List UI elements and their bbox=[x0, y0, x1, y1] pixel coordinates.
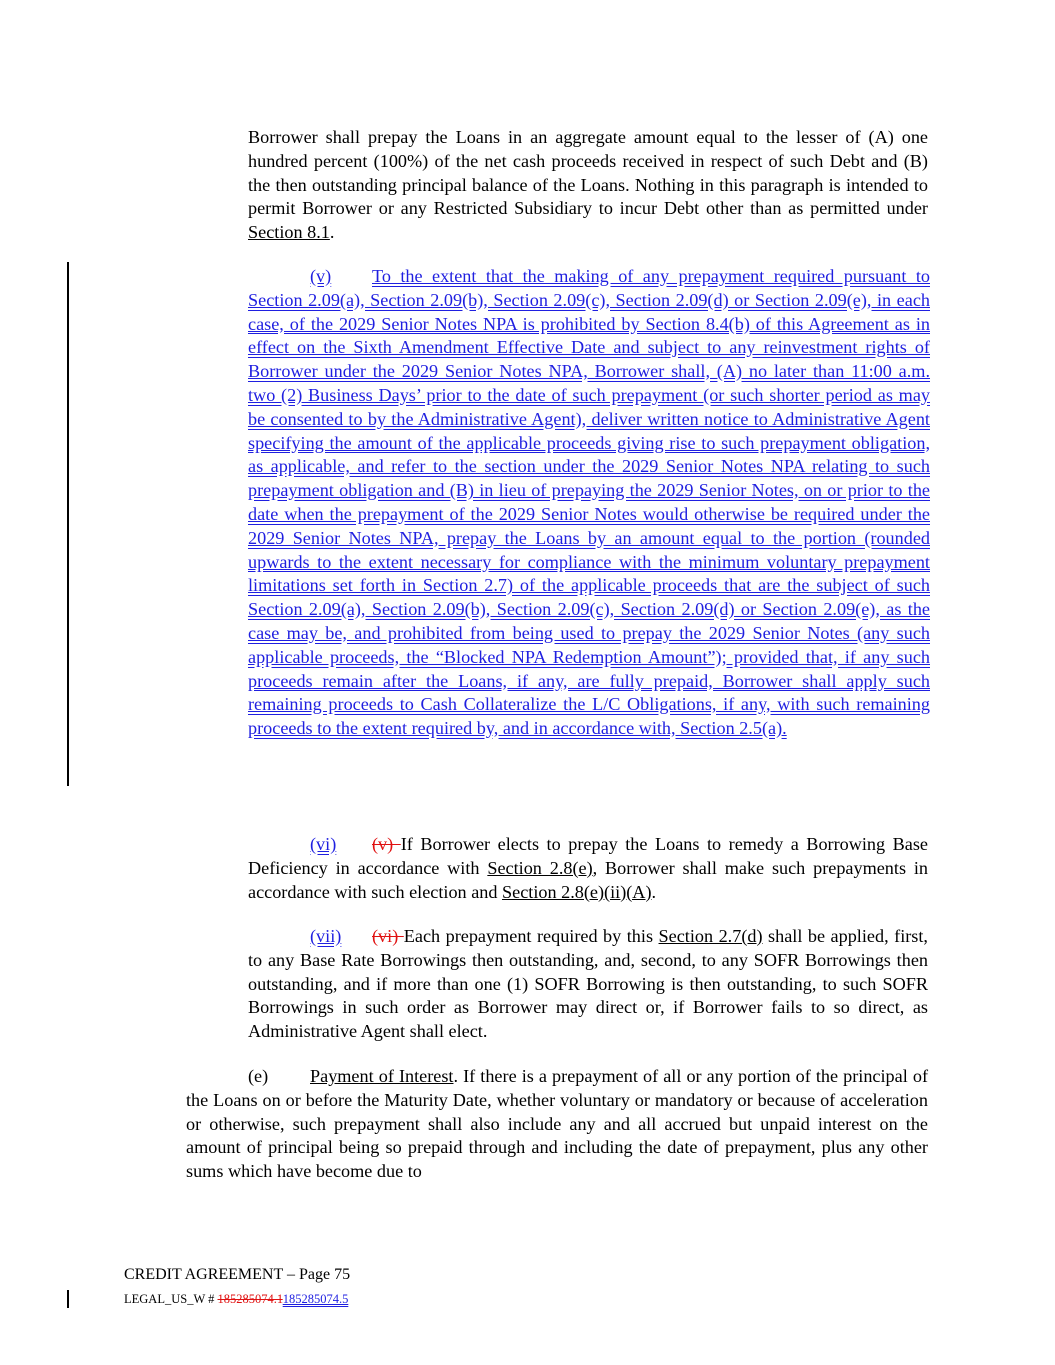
section-reference: Section 2.8(e)(ii)(A) bbox=[502, 881, 652, 902]
deleted-number: (v) bbox=[372, 834, 401, 854]
paragraph-number: (e) bbox=[248, 1066, 269, 1086]
paragraph-v-inserted bbox=[248, 265, 930, 741]
paragraph-continuation bbox=[248, 126, 928, 245]
change-bar bbox=[67, 1290, 69, 1308]
doc-id-prefix: LEGAL_US_W # bbox=[124, 1292, 218, 1306]
paragraph-heading: Payment of Interest bbox=[310, 1066, 454, 1086]
doc-id-deleted: 185285074.1 bbox=[217, 1292, 283, 1306]
paragraph-number: (v) bbox=[310, 266, 332, 286]
section-reference: Section 2.7(d) bbox=[658, 926, 763, 946]
inserted-text: To the extent that the making of any prepayment required pursuant to Section 2.09(a), Section 2.09(b), Section 2.09(c), Section 2.09(d) or Section 2.09(e), in each case, of the 2029 Senior Notes NPA is prohibited by Section 8.4(b) of this Agreement as in effect on the Sixth Amendment Effective Date and subject to any reinvestment rights of Borrower under the 2029 Senior Notes NPA, Borrower shall, (A) no later than 11:00 a.m. two (2) Business Days’ prior to the date of such prepayment (or such shorter period as may be consented to by the Administrative Agent), deliver written notice to Administrative Agent specifying the amount of the applicable proceeds giving rise to such prepayment obligation, as applicable, and refer to the section under the 2029 Senior Notes NPA relating to such prepayment obligation and (B) in lieu of prepaying the 2029 Senior Notes, on or prior to the date when the prepayment of the 2029 Senior Notes would otherwise be required under the 2029 Senior Notes NPA, prepay the Loans by an amount equal to the portion (rounded upwards to the extent necessary for compliance with the minimum voluntary prepayment limitations set forth in Section 2.7) of the applicable proceeds that are the subject of such Section 2.09(a), Section 2.09(b), Section 2.09(c), Section 2.09(d) or Section 2.09(e), as the case may be, and prohibited from being used to prepay the 2029 Senior Notes (any such applicable proceeds, the “Blocked NPA Redemption Amount”); provided that, if any such proceeds remain after the Loans, if any, are fully prepaid, Borrower shall apply such remaining proceeds to Cash Collateralize the L/C Obligations, if any, with such remaining proceeds to the extent required by, and in accordance with, Section 2.5(a). bbox=[248, 266, 930, 739]
paragraph-text: . If there is a prepayment of all or any portion of the principal of the Loans on or before the Maturity Date, whether voluntary or mandatory or because of acceleration or otherwise, such prepayment shall also include any and all accrued but unpaid interest on the amount of principal being so prepaid through and including the date of prepayment, plus any other sums which have become due to bbox=[186, 1066, 928, 1182]
paragraph-end: . bbox=[329, 222, 335, 243]
footer-doc-id bbox=[124, 1292, 348, 1307]
paragraph-number: (vi) bbox=[310, 834, 337, 854]
deleted-number: (vi) bbox=[372, 926, 404, 946]
footer-page-label: CREDIT AGREEMENT – Page 75 bbox=[124, 1266, 351, 1283]
paragraph-e bbox=[186, 1065, 928, 1184]
section-reference: Section 8.1 bbox=[248, 222, 330, 243]
paragraph-vi bbox=[248, 833, 928, 904]
paragraph-text: shall be applied, first, to any Base Rate Borrowings then outstanding, and, second, to any SOFR Borrowings then outstanding, and if more than one (1) SOFR Borrowing is then outstanding, to such SOFR Borrowings in such order as Borrower may direct or, if Borrower fails to so direct, as Administrative Agent shall elect. bbox=[248, 926, 928, 1042]
paragraph-text: , Borrower shall make such prepayments in accordance with such election and bbox=[248, 857, 929, 902]
section-reference: Section 2.8(e) bbox=[487, 857, 593, 878]
paragraph-number: (vii) bbox=[310, 926, 342, 946]
paragraph-text: Each prepayment required by this bbox=[403, 926, 659, 946]
paragraph-vii bbox=[248, 925, 928, 1044]
doc-id-inserted: 185285074.5 bbox=[282, 1292, 349, 1306]
paragraph-end: . bbox=[651, 881, 657, 902]
change-bar bbox=[67, 262, 69, 786]
paragraph-text: If Borrower elects to prepay the Loans to remedy a Borrowing Base Deficiency in accordance with bbox=[248, 834, 929, 878]
paragraph-text: Borrower shall prepay the Loans in an aggregate amount equal to the lesser of (A) one hundred percent (100%) of the net cash proceeds received in respect of such Debt and (B) the then outstanding principal balance of the Loans. Nothing in this paragraph is intended to permit Borrower or any Restricted Subsidiary to incur Debt other than as permitted under bbox=[248, 127, 928, 219]
